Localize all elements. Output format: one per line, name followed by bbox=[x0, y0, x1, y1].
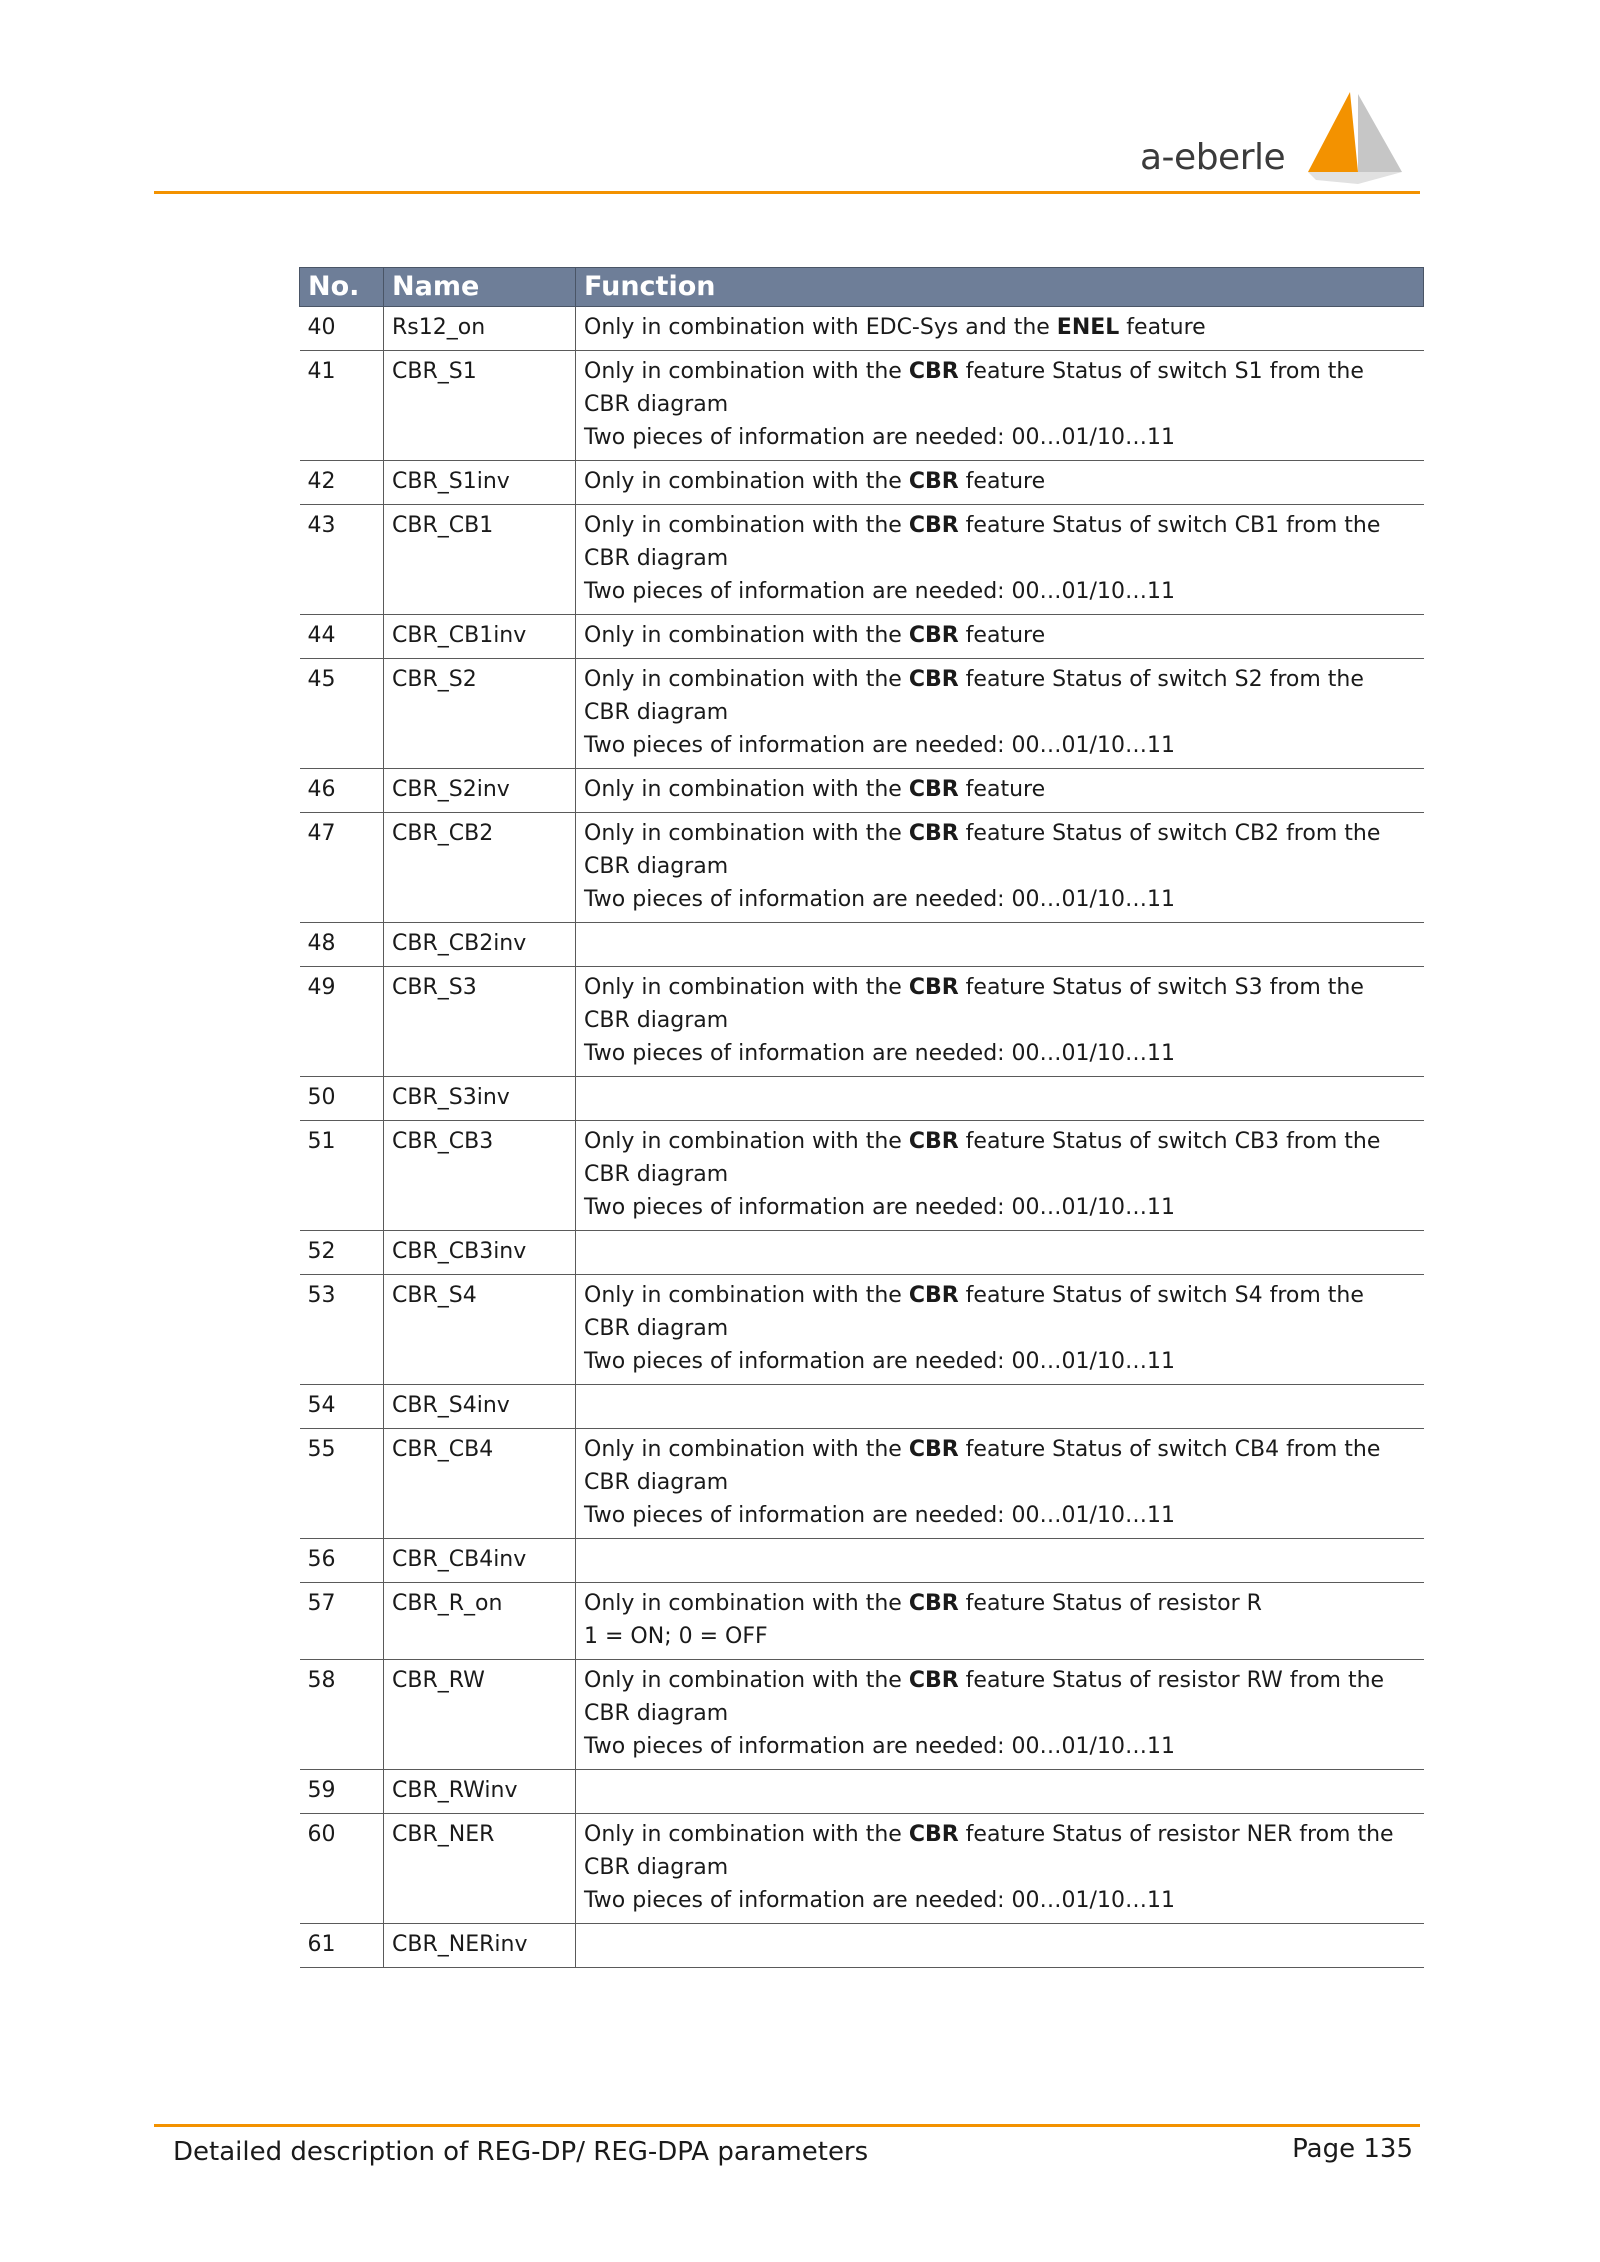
row-function bbox=[576, 1429, 1424, 1539]
function-text: feature bbox=[958, 777, 1046, 802]
table-row bbox=[300, 923, 1424, 967]
function-text: 1 = ON; 0 = OFF bbox=[584, 1624, 768, 1649]
function-text: Two pieces of information are needed: 00…01/10…11 bbox=[584, 579, 1175, 604]
row-name: CBR_R_on bbox=[384, 1583, 576, 1660]
feature-keyword: CBR bbox=[908, 1283, 959, 1308]
page-number: Page 135 bbox=[1292, 2134, 1413, 2164]
table-row bbox=[300, 813, 1424, 923]
function-line bbox=[584, 1279, 1416, 1345]
parameter-table bbox=[299, 267, 1424, 1968]
row-number: 44 bbox=[300, 615, 384, 659]
row-function bbox=[576, 769, 1424, 813]
function-line bbox=[584, 1587, 1416, 1620]
row-number: 51 bbox=[300, 1121, 384, 1231]
row-number: 54 bbox=[300, 1385, 384, 1429]
row-number: 47 bbox=[300, 813, 384, 923]
function-line bbox=[584, 1191, 1416, 1224]
function-line bbox=[584, 1664, 1416, 1730]
function-line bbox=[584, 421, 1416, 454]
function-text: Two pieces of information are needed: 00…01/10…11 bbox=[584, 1349, 1175, 1374]
row-number: 42 bbox=[300, 461, 384, 505]
row-function bbox=[576, 1770, 1424, 1814]
row-name: CBR_CB3inv bbox=[384, 1231, 576, 1275]
row-number: 53 bbox=[300, 1275, 384, 1385]
function-text: Only in combination with the bbox=[584, 1437, 909, 1462]
function-text: feature Status of switch CB4 from the CBR diagram bbox=[584, 1437, 1381, 1495]
table-header-row bbox=[300, 268, 1424, 307]
function-text: Only in combination with the bbox=[584, 667, 909, 692]
feature-keyword: CBR bbox=[908, 513, 959, 538]
row-name: CBR_NERinv bbox=[384, 1924, 576, 1968]
function-text: Only in combination with the bbox=[584, 777, 909, 802]
function-line bbox=[584, 1345, 1416, 1378]
function-line bbox=[584, 1620, 1416, 1653]
function-text: feature Status of switch S4 from the CBR diagram bbox=[584, 1283, 1364, 1341]
function-line bbox=[584, 355, 1416, 421]
function-text: feature Status of switch S1 from the CBR diagram bbox=[584, 359, 1364, 417]
function-line bbox=[584, 1730, 1416, 1763]
function-text: Two pieces of information are needed: 00…01/10…11 bbox=[584, 1503, 1175, 1528]
function-text: feature bbox=[958, 469, 1046, 494]
logo-triangle-icon bbox=[1298, 88, 1408, 184]
row-name: CBR_CB1inv bbox=[384, 615, 576, 659]
row-number: 59 bbox=[300, 1770, 384, 1814]
function-text: feature Status of switch CB1 from the CBR diagram bbox=[584, 513, 1381, 571]
column-header-no: No. bbox=[300, 268, 384, 307]
function-line bbox=[584, 1037, 1416, 1070]
row-number: 58 bbox=[300, 1660, 384, 1770]
row-function bbox=[576, 1539, 1424, 1583]
feature-keyword: CBR bbox=[908, 1437, 959, 1462]
row-function bbox=[576, 1814, 1424, 1924]
function-line bbox=[584, 1433, 1416, 1499]
table-row bbox=[300, 769, 1424, 813]
row-name: CBR_S4inv bbox=[384, 1385, 576, 1429]
function-text: Only in combination with the bbox=[584, 469, 909, 494]
function-text: feature Status of switch CB3 from the CBR diagram bbox=[584, 1129, 1381, 1187]
footer-rule bbox=[154, 2124, 1420, 2127]
table-row bbox=[300, 659, 1424, 769]
table-row bbox=[300, 1770, 1424, 1814]
function-text: feature bbox=[1119, 315, 1206, 340]
row-number: 50 bbox=[300, 1077, 384, 1121]
row-name: CBR_S1 bbox=[384, 351, 576, 461]
table-row bbox=[300, 1583, 1424, 1660]
row-function bbox=[576, 1385, 1424, 1429]
function-text: Only in combination with the bbox=[584, 1822, 909, 1847]
document-title: Detailed description of REG-DP/ REG-DPA parameters bbox=[173, 2137, 869, 2167]
function-line bbox=[584, 619, 1416, 652]
function-text: Two pieces of information are needed: 00…01/10…11 bbox=[584, 733, 1175, 758]
row-number: 48 bbox=[300, 923, 384, 967]
row-name: Rs12_on bbox=[384, 307, 576, 351]
row-function bbox=[576, 1231, 1424, 1275]
feature-keyword: CBR bbox=[908, 1668, 959, 1693]
row-function bbox=[576, 813, 1424, 923]
table-row bbox=[300, 1429, 1424, 1539]
function-text: Only in combination with the bbox=[584, 1668, 909, 1693]
function-line bbox=[584, 773, 1416, 806]
function-text: Only in combination with the bbox=[584, 623, 909, 648]
function-text: Only in combination with the bbox=[584, 975, 909, 1000]
feature-keyword: CBR bbox=[908, 623, 959, 648]
table-row bbox=[300, 1814, 1424, 1924]
row-function bbox=[576, 1121, 1424, 1231]
function-line bbox=[584, 1125, 1416, 1191]
function-line bbox=[584, 575, 1416, 608]
column-header-function: Function bbox=[576, 268, 1424, 307]
table-row bbox=[300, 1385, 1424, 1429]
row-name: CBR_S2inv bbox=[384, 769, 576, 813]
function-text: Only in combination with the bbox=[584, 821, 909, 846]
function-text: Only in combination with the bbox=[584, 513, 909, 538]
function-line bbox=[584, 465, 1416, 498]
function-line bbox=[584, 729, 1416, 762]
row-name: CBR_CB4inv bbox=[384, 1539, 576, 1583]
table-row bbox=[300, 505, 1424, 615]
function-text: Two pieces of information are needed: 00…01/10…11 bbox=[584, 1888, 1175, 1913]
column-header-name: Name bbox=[384, 268, 576, 307]
row-name: CBR_CB1 bbox=[384, 505, 576, 615]
row-function bbox=[576, 461, 1424, 505]
table-row bbox=[300, 1924, 1424, 1968]
row-function bbox=[576, 967, 1424, 1077]
row-name: CBR_NER bbox=[384, 1814, 576, 1924]
row-function bbox=[576, 923, 1424, 967]
function-text: feature Status of switch CB2 from the CBR diagram bbox=[584, 821, 1381, 879]
table-row bbox=[300, 1660, 1424, 1770]
function-text: Two pieces of information are needed: 00…01/10…11 bbox=[584, 425, 1175, 450]
feature-keyword: ENEL bbox=[1056, 315, 1120, 340]
header-rule bbox=[154, 191, 1420, 194]
function-line bbox=[584, 1818, 1416, 1884]
table-row bbox=[300, 1275, 1424, 1385]
row-function bbox=[576, 1660, 1424, 1770]
function-text: feature Status of resistor RW from the CBR diagram bbox=[584, 1668, 1385, 1726]
function-text: feature Status of resistor NER from the CBR diagram bbox=[584, 1822, 1394, 1880]
row-function bbox=[576, 615, 1424, 659]
feature-keyword: CBR bbox=[908, 1591, 959, 1616]
function-text: feature Status of switch S3 from the CBR diagram bbox=[584, 975, 1364, 1033]
function-line bbox=[584, 509, 1416, 575]
row-number: 49 bbox=[300, 967, 384, 1077]
function-text: Only in combination with the bbox=[584, 1283, 909, 1308]
row-name: CBR_S1inv bbox=[384, 461, 576, 505]
feature-keyword: CBR bbox=[908, 1822, 959, 1847]
row-number: 45 bbox=[300, 659, 384, 769]
feature-keyword: CBR bbox=[908, 777, 959, 802]
function-line bbox=[584, 663, 1416, 729]
row-function bbox=[576, 307, 1424, 351]
table-row bbox=[300, 1077, 1424, 1121]
row-name: CBR_CB2 bbox=[384, 813, 576, 923]
logo-wordmark: a-eberle bbox=[1140, 137, 1286, 178]
row-name: CBR_CB4 bbox=[384, 1429, 576, 1539]
row-number: 60 bbox=[300, 1814, 384, 1924]
table-row bbox=[300, 1231, 1424, 1275]
table-row bbox=[300, 307, 1424, 351]
function-line bbox=[584, 1884, 1416, 1917]
function-text: Two pieces of information are needed: 00…01/10…11 bbox=[584, 887, 1175, 912]
table-row bbox=[300, 351, 1424, 461]
row-number: 57 bbox=[300, 1583, 384, 1660]
function-text: Only in combination with EDC-Sys and the bbox=[584, 315, 1057, 340]
row-number: 40 bbox=[300, 307, 384, 351]
function-text: Two pieces of information are needed: 00…01/10…11 bbox=[584, 1195, 1175, 1220]
function-text: feature bbox=[958, 623, 1046, 648]
function-text: Two pieces of information are needed: 00…01/10…11 bbox=[584, 1041, 1175, 1066]
table-row bbox=[300, 461, 1424, 505]
table-body bbox=[300, 307, 1424, 1968]
table-row bbox=[300, 967, 1424, 1077]
row-function bbox=[576, 1275, 1424, 1385]
company-logo bbox=[1140, 88, 1420, 188]
function-text: Only in combination with the bbox=[584, 359, 909, 384]
table-row bbox=[300, 1121, 1424, 1231]
table-row bbox=[300, 615, 1424, 659]
function-line bbox=[584, 817, 1416, 883]
feature-keyword: CBR bbox=[908, 469, 959, 494]
row-function bbox=[576, 659, 1424, 769]
function-text: Only in combination with the bbox=[584, 1591, 909, 1616]
row-number: 43 bbox=[300, 505, 384, 615]
row-function bbox=[576, 505, 1424, 615]
function-text: Only in combination with the bbox=[584, 1129, 909, 1154]
function-text: feature Status of switch S2 from the CBR diagram bbox=[584, 667, 1364, 725]
feature-keyword: CBR bbox=[908, 975, 959, 1000]
row-name: CBR_CB3 bbox=[384, 1121, 576, 1231]
row-number: 56 bbox=[300, 1539, 384, 1583]
row-function bbox=[576, 1583, 1424, 1660]
row-name: CBR_RWinv bbox=[384, 1770, 576, 1814]
row-number: 61 bbox=[300, 1924, 384, 1968]
row-name: CBR_S4 bbox=[384, 1275, 576, 1385]
function-text: Two pieces of information are needed: 00…01/10…11 bbox=[584, 1734, 1175, 1759]
feature-keyword: CBR bbox=[908, 359, 959, 384]
function-text: feature Status of resistor R bbox=[958, 1591, 1262, 1616]
function-line bbox=[584, 311, 1416, 344]
feature-keyword: CBR bbox=[908, 1129, 959, 1154]
function-line bbox=[584, 883, 1416, 916]
feature-keyword: CBR bbox=[908, 667, 959, 692]
row-name: CBR_S3inv bbox=[384, 1077, 576, 1121]
feature-keyword: CBR bbox=[908, 821, 959, 846]
row-name: CBR_S2 bbox=[384, 659, 576, 769]
row-function bbox=[576, 351, 1424, 461]
function-line bbox=[584, 971, 1416, 1037]
row-name: CBR_S3 bbox=[384, 967, 576, 1077]
row-name: CBR_CB2inv bbox=[384, 923, 576, 967]
row-function bbox=[576, 1924, 1424, 1968]
row-number: 41 bbox=[300, 351, 384, 461]
row-function bbox=[576, 1077, 1424, 1121]
table-row bbox=[300, 1539, 1424, 1583]
function-line bbox=[584, 1499, 1416, 1532]
row-name: CBR_RW bbox=[384, 1660, 576, 1770]
row-number: 46 bbox=[300, 769, 384, 813]
row-number: 55 bbox=[300, 1429, 384, 1539]
row-number: 52 bbox=[300, 1231, 384, 1275]
